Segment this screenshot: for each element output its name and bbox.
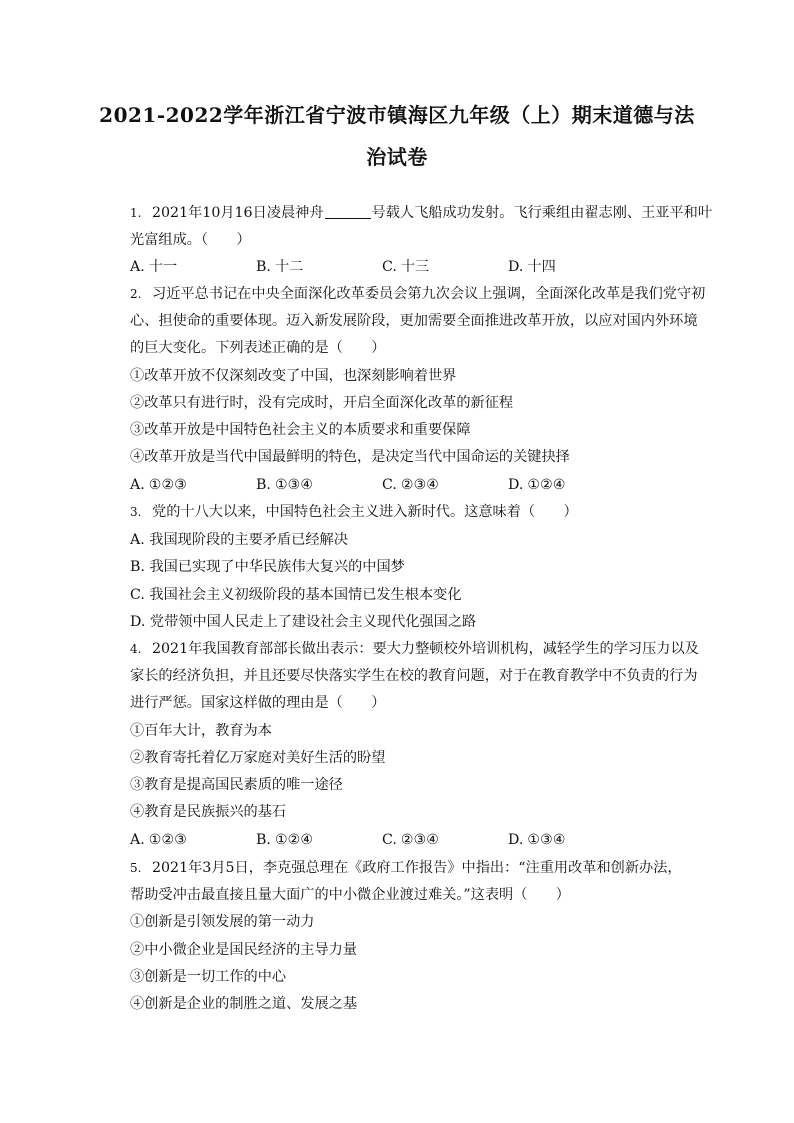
question-4-line-3: 进行严惩。国家这样做的理由是（ ） — [130, 695, 386, 711]
option-a[interactable]: A. ①②③ — [130, 477, 187, 493]
option-a[interactable]: A. 我国现阶段的主要矛盾已经解决 — [130, 532, 348, 548]
question-5-line-2: 帮助受冲击最直接且量大面广的中小微企业渡过难关。”这表明（ ） — [130, 887, 570, 903]
question-number: 3. — [130, 505, 142, 519]
question-1-line-1 — [130, 203, 712, 223]
option-d[interactable]: D. ①③④ — [508, 832, 566, 848]
exam-title-line-2: 治试卷 — [366, 145, 428, 169]
question-number: 4. — [130, 642, 142, 656]
option-c[interactable]: C. 十三 — [382, 259, 430, 275]
question-3-line-1 — [130, 502, 578, 522]
question-number: 2. — [130, 287, 142, 301]
exam-title-line-1: 2021-2022学年浙江省宁波市镇海区九年级（上）期末道德与法 — [99, 103, 695, 127]
option-a[interactable]: A. ①②③ — [130, 832, 187, 848]
question-text: 号载人飞船成功发射。飞行乘组由翟志刚、王亚平和叶 — [371, 205, 713, 221]
question-2-item-1: ①改革开放不仅深刻改变了中国，也深刻影响着世界 — [130, 368, 457, 384]
option-b[interactable]: B. 我国已实现了中华民族伟大复兴的中国梦 — [130, 559, 405, 575]
option-c[interactable]: C. ②③④ — [382, 477, 440, 493]
answer-blank — [325, 204, 371, 219]
question-4-item-2: ②教育寄托着亿万家庭对美好生活的盼望 — [130, 750, 386, 766]
option-d[interactable]: D. 十四 — [508, 259, 556, 275]
option-a[interactable]: A. 十一 — [130, 259, 178, 275]
option-d[interactable]: D. 党带领中国人民走上了建设社会主义现代化强国之路 — [130, 614, 477, 630]
option-c[interactable]: C. ②③④ — [382, 832, 440, 848]
question-5-item-2: ②中小微企业是国民经济的主导力量 — [130, 942, 358, 958]
question-2-item-3: ③改革开放是中国特色社会主义的本质要求和重要保障 — [130, 422, 471, 438]
question-4-item-4: ④教育是民族振兴的基石 — [130, 804, 287, 820]
question-4-line-1 — [130, 639, 699, 659]
option-d[interactable]: D. ①②④ — [508, 477, 566, 493]
question-2-line-2: 心、担使命的重要体现。迈入新发展阶段，更加需要全面推进改革开放，以应对国内外环境 — [130, 313, 698, 329]
option-b[interactable]: B. ①②④ — [256, 832, 314, 848]
question-number: 1. — [130, 206, 142, 220]
question-1-line-2: 光富组成。（ ） — [130, 232, 251, 248]
question-text: 党的十八大以来，中国特色社会主义进入新时代。这意味着（ ） — [152, 504, 578, 520]
question-2-line-3: 的巨大变化。下列表述正确的是（ ） — [130, 340, 386, 356]
question-text: 2021年10月16日凌晨神舟 — [152, 205, 324, 221]
question-5-line-1 — [130, 858, 682, 878]
question-4-item-1: ①百年大计，教育为本 — [130, 723, 272, 739]
question-5-item-1: ①创新是引领发展的第一动力 — [130, 914, 315, 930]
question-5-item-3: ③创新是一切工作的中心 — [130, 969, 287, 985]
question-text: 习近平总书记在中央全面深化改革委员会第九次会议上强调，全面深化改革是我们党守初 — [152, 286, 706, 302]
question-2-item-4: ④改革开放是当代中国最鲜明的特色，是决定当代中国命运的关键抉择 — [130, 449, 570, 465]
question-text: 2021年3月5日，李克强总理在《政府工作报告》中指出：“注重用改革和创新办法， — [152, 860, 682, 876]
option-b[interactable]: B. ①③④ — [256, 477, 314, 493]
question-2-item-2: ②改革只有进行时，没有完成时，开启全面深化改革的新征程 — [130, 395, 514, 411]
option-b[interactable]: B. 十二 — [256, 259, 304, 275]
question-4-line-2: 家长的经济负担，并且还要尽快落实学生在校的教育问题，对于在教育教学中不负责的行为 — [130, 668, 698, 684]
option-c[interactable]: C. 我国社会主义初级阶段的基本国情已发生根本变化 — [130, 587, 462, 603]
question-4-item-3: ③教育是提高国民素质的唯一途径 — [130, 777, 343, 793]
question-number: 5. — [130, 861, 142, 875]
question-text: 2021年我国教育部部长做出表示：要大力整顿校外培训机构，减轻学生的学习压力以及 — [152, 641, 699, 657]
question-5-item-4: ④创新是企业的制胜之道、发展之基 — [130, 996, 358, 1012]
question-2-line-1 — [130, 284, 705, 304]
